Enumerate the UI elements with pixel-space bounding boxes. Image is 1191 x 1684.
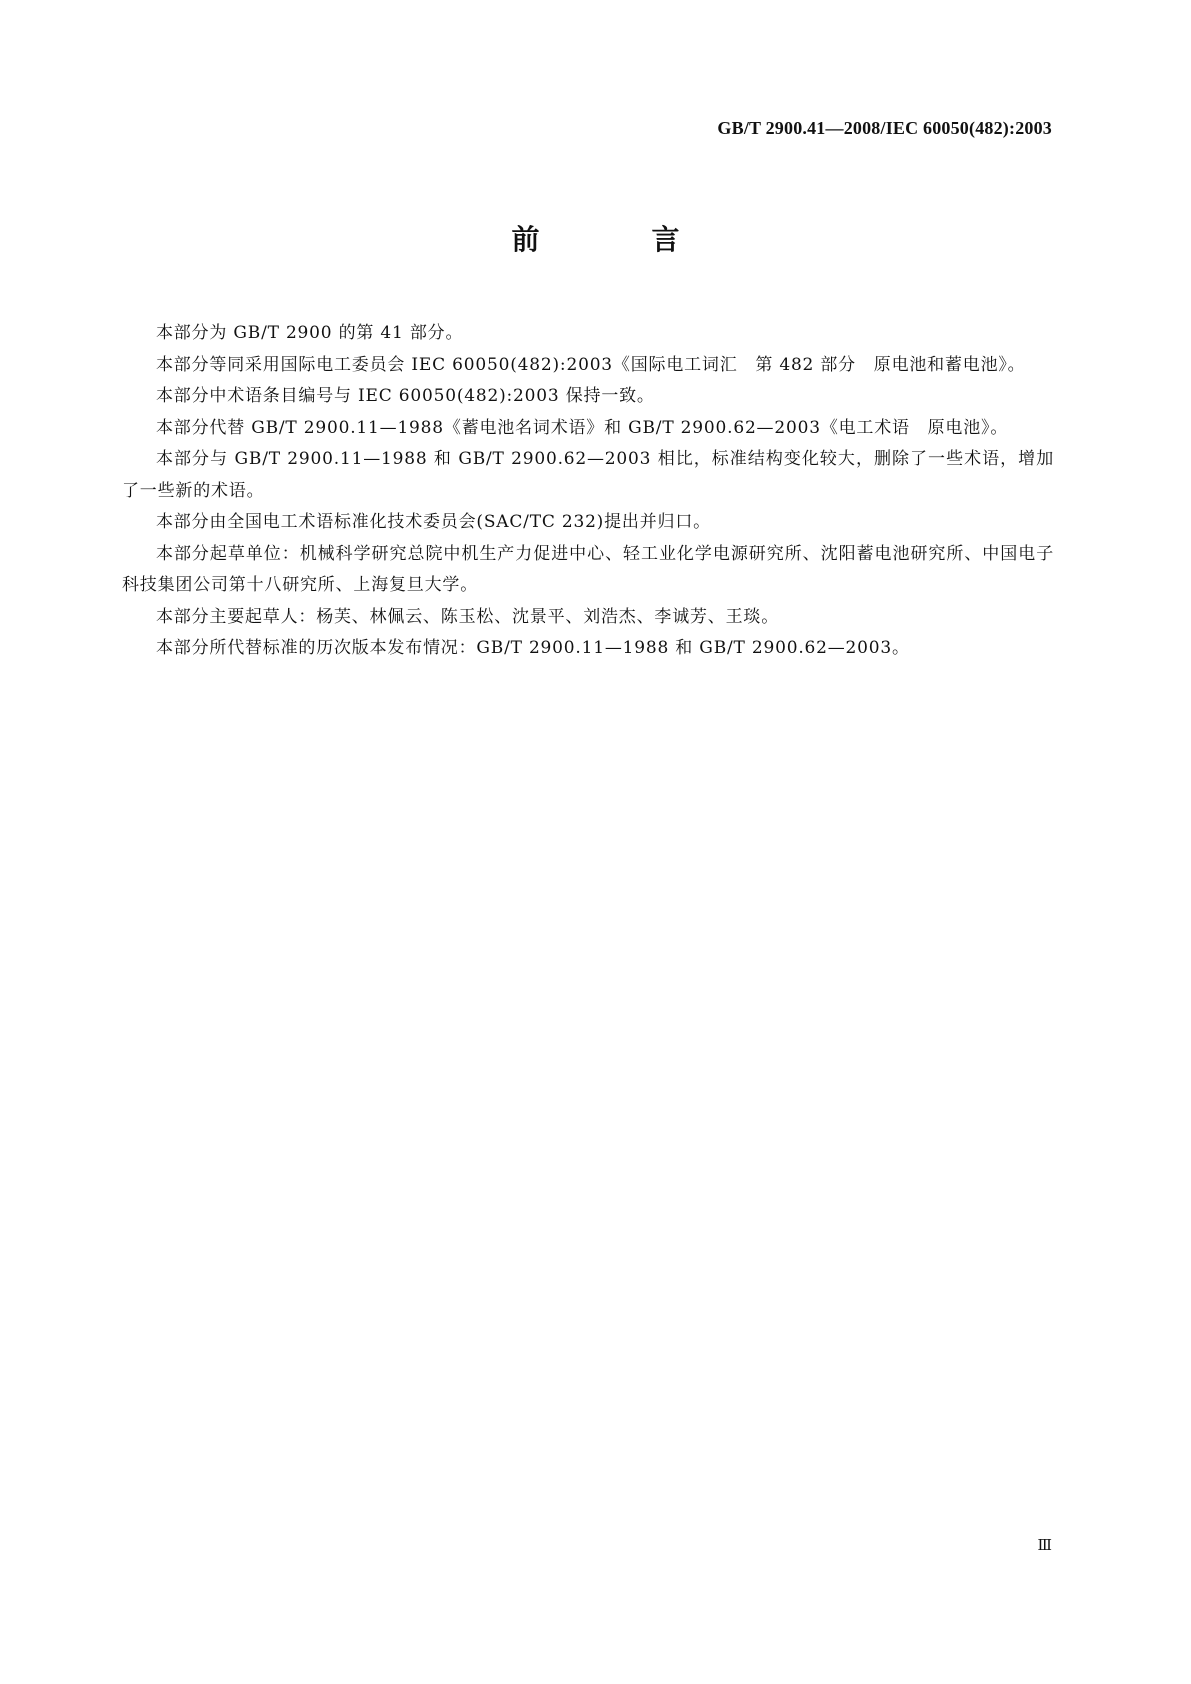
page-number: Ⅲ <box>1037 1538 1052 1554</box>
paragraph-proposer: 本部分由全国电工术语标准化技术委员会(SAC/TC 232)提出并归口。 <box>156 512 711 532</box>
paragraph-drafting-units: 本部分起草单位：机械科学研究总院中机生产力促进中心、轻工业化学电源研究所、沈阳蓄电池研究所、中国电子科技集团公司第十八研究所、上海复旦大学。 <box>122 543 1054 595</box>
paragraph-replacement: 本部分代替 GB/T 2900.11—1988《蓄电池名词术语》和 GB/T 2900.62—2003《电工术语 原电池》。 <box>156 417 1009 438</box>
paragraph-drafters: 本部分主要起草人：杨芙、林佩云、陈玉松、沈景平、刘浩杰、李诚芳、王琰。 <box>156 606 779 627</box>
page-title: 前 言 <box>511 223 722 256</box>
paragraph-numbering: 本部分中术语条目编号与 IEC 60050(482):2003 保持一致。 <box>156 386 655 406</box>
paragraph-part-number: 本部分为 GB/T 2900 的第 41 部分。 <box>156 323 464 343</box>
paragraph-adoption: 本部分等同采用国际电工委员会 IEC 60050(482):2003《国际电工词汇 第 482 部分 原电池和蓄电池》。 <box>156 354 1026 375</box>
preface-body <box>122 318 1054 665</box>
paragraph-version-history: 本部分所代替标准的历次版本发布情况：GB/T 2900.11—1988 和 GB/T 2900.62—2003。 <box>156 638 910 658</box>
standard-code-header: GB/T 2900.41—2008/IEC 60050(482):2003 <box>717 118 1052 138</box>
paragraph-changes: 本部分与 GB/T 2900.11—1988 和 GB/T 2900.62—2003 相比，标准结构变化较大，删除了一些术语，增加了一些新的术语。 <box>122 449 1054 501</box>
